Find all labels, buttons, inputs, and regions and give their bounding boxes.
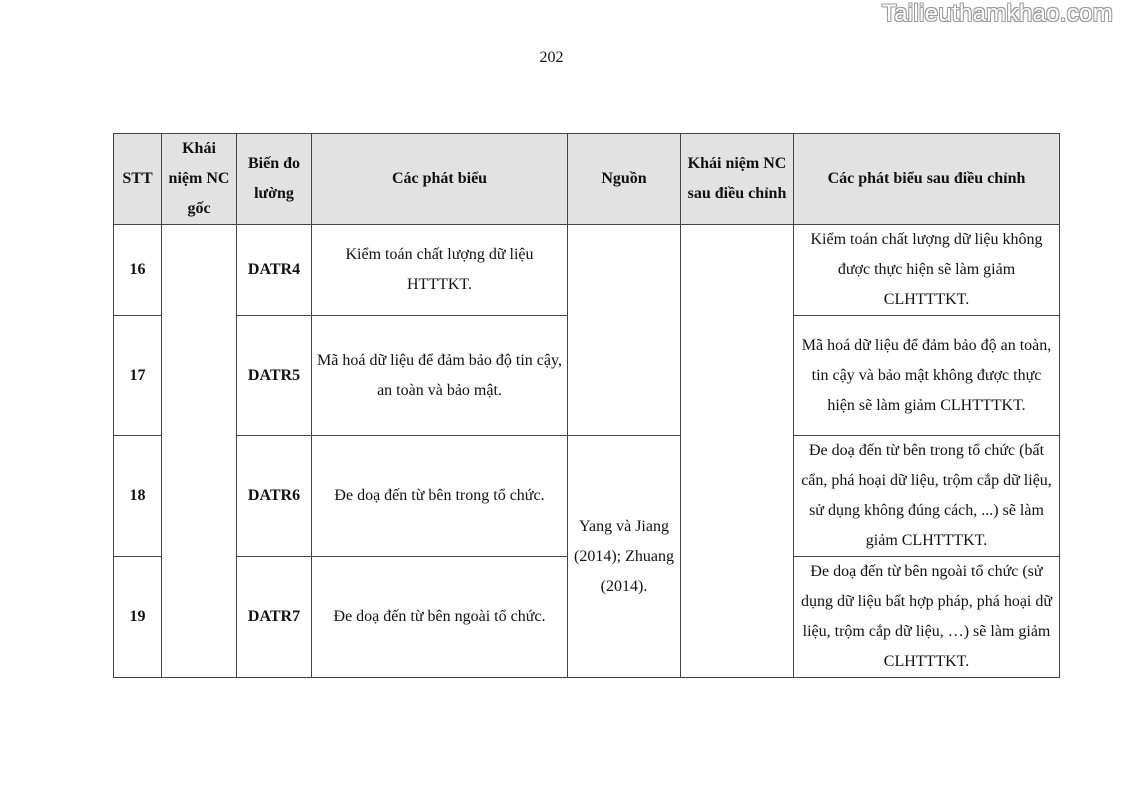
measurement-table: [113, 133, 1060, 678]
header-source: Nguồn: [568, 134, 681, 225]
row-adjusted-statement: Đe doạ đến từ bên trong tổ chức (bất cẩn, phá hoại dữ liệu, trộm cắp dữ liệu, sử dụng không đúng cách, ...) sẽ làm giảm CLHTTTKT.: [794, 436, 1060, 557]
table-header-row: [114, 134, 1060, 225]
source-cell-empty: [568, 225, 681, 436]
table-row: [114, 225, 1060, 316]
row-stt: 18: [114, 436, 162, 557]
row-code: DATR4: [237, 225, 312, 316]
concept-adjusted-cell: [681, 225, 794, 678]
header-stt: STT: [114, 134, 162, 225]
row-statement: Đe doạ đến từ bên ngoài tổ chức.: [312, 557, 568, 678]
row-code: DATR7: [237, 557, 312, 678]
header-statements-adjusted: Các phát biểu sau điều chỉnh: [794, 134, 1060, 225]
row-statement: Mã hoá dữ liệu để đảm bảo độ tin cậy, an toàn và bảo mật.: [312, 316, 568, 436]
row-adjusted-statement: Kiểm toán chất lượng dữ liệu không được thực hiện sẽ làm giảm CLHTTTKT.: [794, 225, 1060, 316]
row-code: DATR5: [237, 316, 312, 436]
page-number: 202: [539, 49, 564, 66]
row-adjusted-statement: Đe doạ đến từ bên ngoài tổ chức (sử dụng dữ liệu bất hợp pháp, phá hoại dữ liệu, trộm cắp dữ liệu, …) sẽ làm giảm CLHTTTKT.: [794, 557, 1060, 678]
source-cell: Yang và Jiang (2014); Zhuang (2014).: [568, 436, 681, 678]
row-statement: Kiểm toán chất lượng dữ liệu HTTTKT.: [312, 225, 568, 316]
watermark: Tailieuthamkhao.com: [881, 0, 1113, 27]
row-code: DATR6: [237, 436, 312, 557]
row-adjusted-statement: Mã hoá dữ liệu để đảm bảo độ an toàn, tin cậy và bảo mật không được thực hiện sẽ làm giảm CLHTTTKT.: [794, 316, 1060, 436]
row-stt: 17: [114, 316, 162, 436]
header-statements: Các phát biểu: [312, 134, 568, 225]
header-measure: Biến đo lường: [237, 134, 312, 225]
row-statement: Đe doạ đến từ bên trong tổ chức.: [312, 436, 568, 557]
header-concept-adjusted: Khái niệm NC sau điều chỉnh: [681, 134, 794, 225]
concept-original-cell: [162, 225, 237, 678]
row-stt: 19: [114, 557, 162, 678]
row-stt: 16: [114, 225, 162, 316]
table-row: [114, 436, 1060, 557]
header-concept-original: Khái niệm NC gốc: [162, 134, 237, 225]
